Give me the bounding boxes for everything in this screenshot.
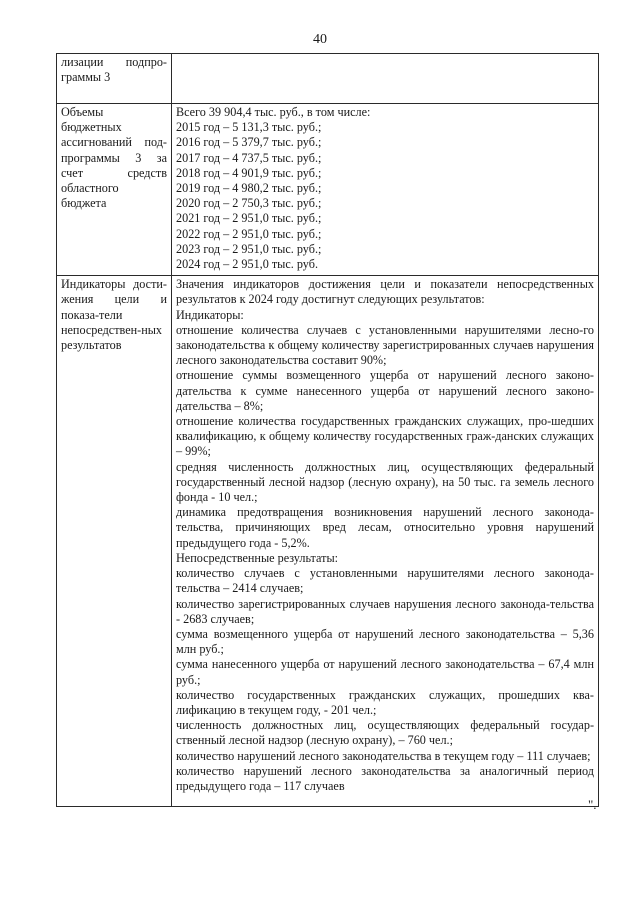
- budget-year-line-2023: 2023 год – 2 951,0 тыс. руб.;: [176, 241, 322, 256]
- indicator-item-offenders-share: отношение количества случаев с установленными нарушителями лесно-го законодательства к общему количеству зарегистрированных случаев нарушения лесного законодательства составит 90%;: [176, 322, 594, 368]
- result-item-current-year-violations: количество нарушений лесного законодательства в текущем году – 111 случаев;: [176, 748, 591, 763]
- result-item-qualified-staff: количество государственных гражданских служащих, прошедших ква-лификацию в текущем году, - 201 чел.;: [176, 687, 594, 717]
- row-value-program-continuation: [172, 54, 599, 104]
- indicator-item-qualified-staff-share: отношение количества государственных гражданских служащих, про-шедших квалификацию, к общему количеству государственных граж-данских служащих – 99%;: [176, 414, 594, 459]
- table-row-budget-allocations: [57, 104, 599, 276]
- indicators-heading: Индикаторы:: [176, 307, 244, 322]
- program-passport-table: [56, 53, 599, 807]
- indicators-intro-paragraph: Значения индикаторов достижения цели и показатели непосредственных результатов к 2024 году достигнут следующих результатов:: [176, 277, 594, 307]
- budget-year-line-2016: 2016 год – 5 379,7 тыс. руб.;: [176, 135, 322, 150]
- closing-quote-mark: ".: [588, 797, 597, 812]
- table-row-program-continuation: [57, 54, 599, 104]
- result-item-recovered-damage: сумма возмещенного ущерба от нарушений лесного законодательства – 5,36 млн руб.;: [176, 626, 594, 657]
- row-label-program-continuation: лизации подпро-граммы 3: [57, 54, 172, 104]
- table-row-indicators: [57, 276, 599, 807]
- indicator-item-violation-prevention: динамика предотвращения возникновения нарушений лесного законода-тельства, причиняющих вред лесам, относительно уровня нарушений предыдущего года - 5,2%.: [176, 505, 594, 550]
- result-item-inspectors-count: численность должностных лиц, осуществляющих федеральный государ-ственный лесной надзор (лесную охрану), – 760 чел.;: [176, 718, 594, 748]
- row-label-indicators: Индикаторы дости-жения цели и показа-тели непосредствен-ных результатов: [57, 276, 172, 807]
- result-item-registered-cases: количество зарегистрированных случаев нарушения лесного законода-тельства - 2683 случаев;: [176, 596, 594, 626]
- budget-year-line-2019: 2019 год – 4 980,2 тыс. руб.;: [176, 181, 322, 196]
- budget-year-line-2022: 2022 год – 2 951,0 тыс. руб.;: [176, 226, 322, 241]
- budget-year-line-2018: 2018 год – 4 901,9 тыс. руб.;: [176, 165, 322, 180]
- budget-year-line-2021: 2021 год – 2 951,0 тыс. руб.;: [176, 211, 322, 226]
- row-label-budget-allocations: Объемы бюджетных ассигнований под-программы 3 за счет средств областного бюджета: [57, 104, 172, 276]
- budget-year-line-2020: 2020 год – 2 750,3 тыс. руб.;: [176, 196, 322, 211]
- budget-year-line-2015: 2015 год – 5 131,3 тыс. руб.;: [176, 120, 322, 135]
- row-value-indicators: [172, 276, 599, 807]
- page-number: 40: [313, 32, 327, 47]
- result-item-inflicted-damage: сумма нанесенного ущерба от нарушений лесного законодательства – 67,4 млн руб.;: [176, 657, 594, 687]
- direct-results-heading: Непосредственные результаты:: [176, 550, 339, 565]
- indicator-item-inspectors-density: средняя численность должностных лиц, осуществляющих федеральный государственный лесной надзор (лесную охрану), на 50 тыс. га земель лесного фонда - 10 чел.;: [176, 459, 594, 505]
- row-value-budget-allocations: [172, 104, 599, 276]
- result-item-identified-offenders: количество случаев с установленными нарушителями лесного законода-тельства – 2414 случаев;: [176, 566, 594, 596]
- result-item-previous-year-violations: количество нарушений лесного законодательства за аналогичный период предыдущего года – 117 случаев: [176, 763, 594, 793]
- indicator-item-damage-recovery-ratio: отношение суммы возмещенного ущерба от нарушений лесного законо-дательства к сумме нанесенного ущерба от нарушений лесного законо-дательства – 8%;: [176, 368, 594, 413]
- budget-year-line-2024: 2024 год – 2 951,0 тыс. руб.: [176, 257, 318, 272]
- budget-total-line: Всего 39 904,4 тыс. руб., в том числе:: [176, 105, 371, 119]
- budget-year-line-2017: 2017 год – 4 737,5 тыс. руб.;: [176, 150, 322, 165]
